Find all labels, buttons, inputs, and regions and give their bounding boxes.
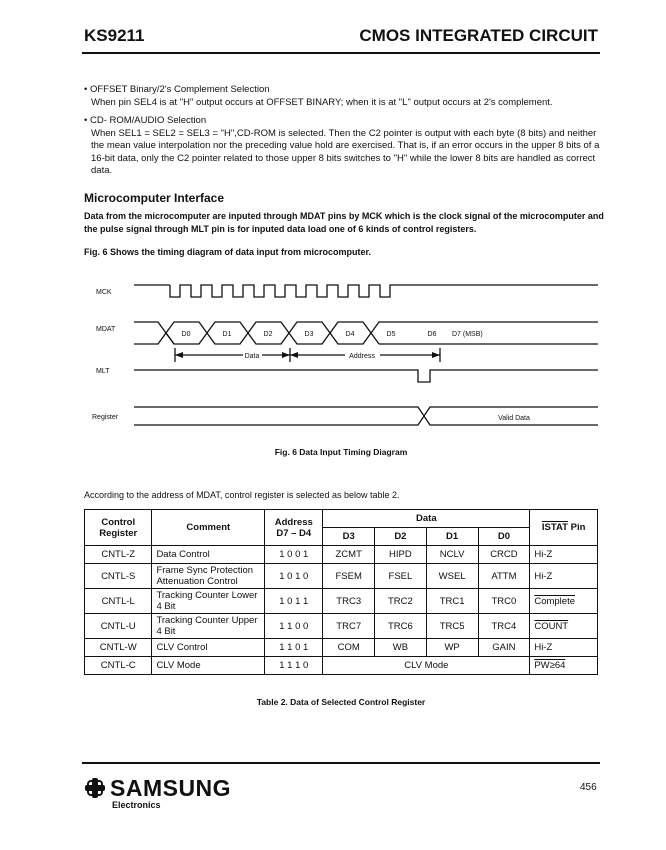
cell-d0: CRCD	[478, 546, 530, 564]
cell-address: 1 0 1 1	[265, 589, 323, 614]
cell-istat: PW≥64	[530, 657, 598, 675]
bit-label-d6: D6	[427, 331, 437, 338]
table-row	[85, 589, 598, 614]
bullet-text: When pin SEL4 is at "H" output occurs at OFFSET BINARY; when it is at "L" output occurs at 2's complement.	[91, 96, 553, 108]
table-row	[85, 546, 598, 564]
bit-label: D5	[386, 331, 396, 338]
cell-address: 1 1 0 1	[265, 639, 323, 657]
table-row	[85, 564, 598, 589]
cell-d3: ZCMT	[323, 546, 375, 564]
header-d1: D1	[426, 528, 478, 546]
table-row	[85, 639, 598, 657]
bit-label: D0	[181, 331, 191, 338]
cell-register: CNTL-L	[85, 589, 152, 614]
bit-label: D3	[304, 331, 314, 338]
table-intro: According to the address of MDAT, control register is selected as below table 2.	[84, 490, 400, 500]
cell-d2: HIPD	[375, 546, 427, 564]
header-address: Address D7 – D4	[265, 510, 323, 546]
cell-comment: Tracking Counter Lower 4 Bit	[152, 589, 265, 614]
page-number: 456	[580, 782, 597, 793]
signal-label-mlt: MLT	[96, 368, 110, 375]
footer-rule	[82, 762, 600, 764]
bit-labels-tail	[0, 270, 666, 360]
cell-d0: ATTM	[478, 564, 530, 589]
header-d0: D0	[478, 528, 530, 546]
cell-istat: COUNT	[530, 614, 598, 639]
header-istat-pin	[530, 510, 598, 546]
cell-d1: TRC5	[426, 614, 478, 639]
cell-clv-mode: CLV Mode	[323, 657, 530, 675]
cell-comment: Frame Sync Protection Attenuation Control	[152, 564, 265, 589]
signal-label-register: Register	[92, 414, 119, 421]
cell-d0: TRC0	[478, 589, 530, 614]
cell-comment: Tracking Counter Upper 4 Bit	[152, 614, 265, 639]
cell-d0: TRC4	[478, 614, 530, 639]
cell-istat: Complete	[530, 589, 598, 614]
bullet-cdrom-selection	[84, 115, 604, 178]
signal-label-mdat: MDAT	[96, 326, 116, 333]
cell-d2: TRC6	[375, 614, 427, 639]
address-bracket-label: Address	[349, 353, 375, 360]
header-d2: D2	[375, 528, 427, 546]
bit-label: D1	[222, 331, 232, 338]
istat-label: ISTAT	[541, 522, 568, 533]
bit-label-d7: D7 (MSB)	[452, 331, 483, 338]
cell-d1: TRC1	[426, 589, 478, 614]
cell-d1: NCLV	[426, 546, 478, 564]
brand-subtitle: Electronics	[112, 800, 161, 810]
section-paragraph: Data from the microcomputer are inputed through MDAT pins by MCK which is the clock signal of the microcomputer and the pulse signal through MLT pin is for inputed data load one of 6 kinds of control registers.	[84, 211, 604, 234]
valid-data-label: Valid Data	[498, 415, 530, 422]
cell-d3: FSEM	[323, 564, 375, 589]
table-header-row	[85, 510, 598, 528]
cell-register: CNTL-Z	[85, 546, 152, 564]
cell-d3: COM	[323, 639, 375, 657]
table-row	[85, 657, 598, 675]
header-comment: Comment	[152, 510, 265, 546]
bullet-title: • OFFSET Binary/2's Complement Selection	[84, 84, 604, 97]
cell-register: CNTL-C	[85, 657, 152, 675]
table-row	[85, 614, 598, 639]
cell-istat: Hi-Z	[530, 564, 598, 589]
data-bracket-label: Data	[244, 353, 260, 360]
pin-label: Pin	[567, 522, 586, 533]
cell-istat: Hi-Z	[530, 546, 598, 564]
cell-register: CNTL-W	[85, 639, 152, 657]
cell-d3: TRC7	[323, 614, 375, 639]
header-d3: D3	[323, 528, 375, 546]
cell-d1: WP	[426, 639, 478, 657]
cell-comment: CLV Mode	[152, 657, 265, 675]
signal-label-mck: MCK	[96, 289, 112, 296]
cell-register: CNTL-S	[85, 564, 152, 589]
section-title: Microcomputer Interface	[84, 191, 225, 205]
cell-comment: CLV Control	[152, 639, 265, 657]
cell-d0: GAIN	[478, 639, 530, 657]
table-caption: Table 2. Data of Selected Control Register	[256, 697, 426, 707]
document-title: CMOS INTEGRATED CIRCUIT	[359, 26, 598, 45]
cell-address: 1 1 0 0	[265, 614, 323, 639]
cell-register: CNTL-U	[85, 614, 152, 639]
cell-address: 1 1 1 0	[265, 657, 323, 675]
cell-d2: WB	[375, 639, 427, 657]
figure-caption: Fig. 6 Data Input Timing Diagram	[274, 447, 408, 457]
brand-name: SAMSUNG	[110, 775, 232, 801]
cell-d2: TRC2	[375, 589, 427, 614]
bit-label: D2	[263, 331, 273, 338]
header-control-register: Control Register	[85, 510, 152, 546]
bullet-title: • CD- ROM/AUDIO Selection	[84, 115, 604, 128]
cell-comment: Data Control	[152, 546, 265, 564]
cell-d2: FSEL	[375, 564, 427, 589]
cell-address: 1 0 0 1	[265, 546, 323, 564]
cell-d1: WSEL	[426, 564, 478, 589]
cell-d3: TRC3	[323, 589, 375, 614]
cell-address: 1 0 1 0	[265, 564, 323, 589]
cell-istat: Hi-Z	[530, 639, 598, 657]
bit-label: D4	[345, 331, 355, 338]
bullet-text: When SEL1 = SEL2 = SEL3 = "H",CD-ROM is selected. Then the C2 pointer is output with each byte (8 bits) and neither the mean value interpolation nor the preceding value hold are exercised. That is, if an error occurs in the upper 8 bits of a 16-bit data, only the C2 pointer related to those upper 8 bits switches to "H" while the lower 8 bits are handled as correct data.	[91, 127, 600, 176]
mlt-waveform	[134, 370, 598, 382]
part-number: KS9211	[84, 26, 145, 45]
bullet-offset-selection	[84, 84, 604, 109]
control-register-table	[84, 509, 598, 675]
samsung-logo-icon	[84, 777, 106, 799]
header-data: Data	[323, 510, 530, 528]
header-rule	[82, 52, 600, 54]
figure-intro: Fig. 6 Shows the timing diagram of data input from microcomputer.	[84, 247, 372, 257]
